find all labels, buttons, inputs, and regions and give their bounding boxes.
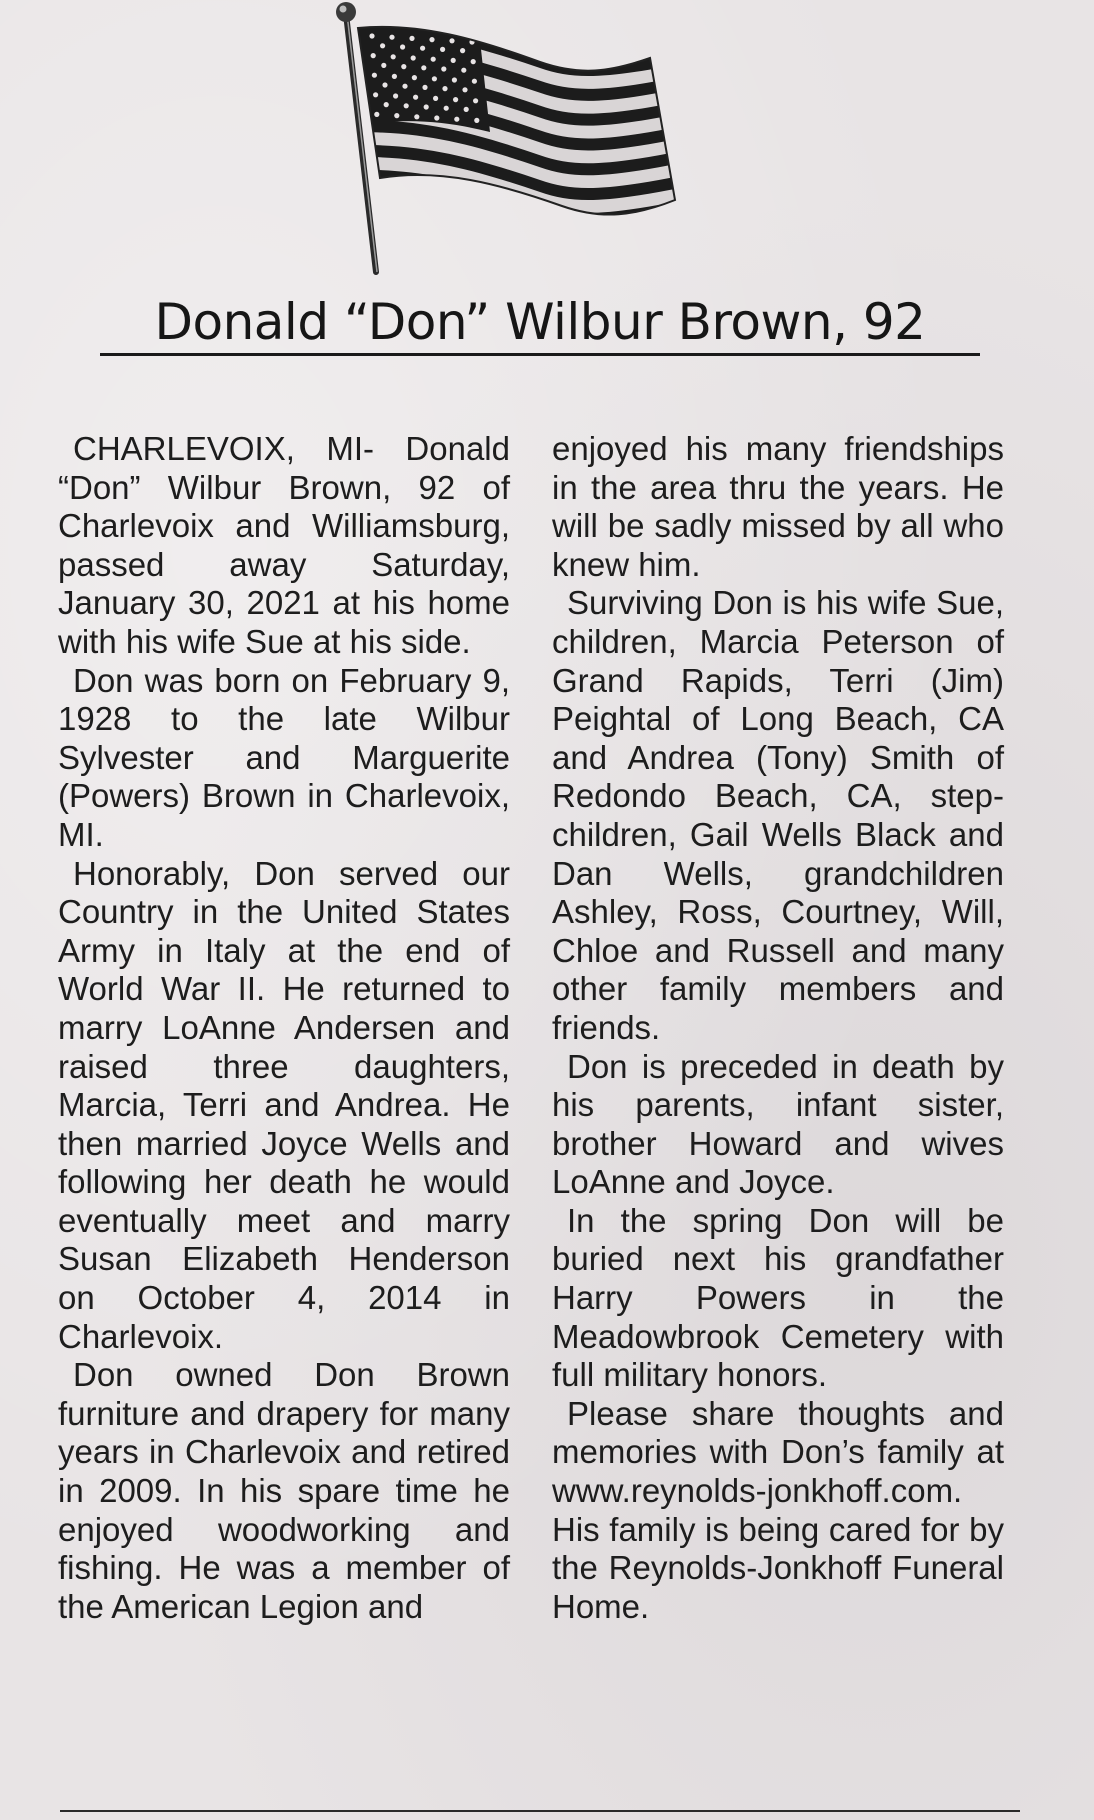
flag-star [369, 33, 374, 38]
flag-star [424, 104, 429, 109]
flag-star [381, 63, 386, 68]
flag-star [413, 95, 418, 100]
flag-star [372, 73, 377, 78]
flag-star [402, 84, 407, 89]
paragraph: Don was born on February 9, 1928 to the late Wilbur Sylvester and Marguerite (Powers) Brown in Charlevoix, MI. [58, 661, 510, 853]
flag-star [432, 76, 437, 81]
paragraph: Honorably, Don served our Country in the United States Army in Italy at the end of World War II. He returned to marry LoAnne Andersen and raised three daughters, Marcia, Terri and Andrea. He then married Joyce Wells and following her death he would eventually meet and marry Susan Elizabeth Henderson on October 4, 2014 in Charlevoix. [58, 854, 510, 1355]
flag-star [429, 37, 434, 42]
obituary-headline: Donald “Don” Wilbur Brown, 92 [100, 293, 980, 356]
flag-star [472, 79, 477, 84]
flag-star [371, 53, 376, 58]
flag-star [440, 47, 445, 52]
right-column [552, 430, 1004, 1626]
flag-star [411, 55, 416, 60]
flag-star [420, 46, 425, 51]
flag-star [382, 82, 387, 87]
american-flag-icon [330, 0, 730, 285]
paragraph: In the spring Don will be buried next his grandfather Harry Powers in the Meadowbrook Cemetery with full military honors. [552, 1201, 1004, 1394]
paragraph: Surviving Don is his wife Sue, children, Marcia Peterson of Grand Rapids, Terri (Jim) Peightal of Long Beach, CA and Andrea (Tony) Smith of Redondo Beach, CA, step-children, Gail Wells Black and Dan Wells, grandchildren Ashley, Ross, Courtney, Will, Chloe and Russell and many other family members and friends. [552, 584, 1004, 1046]
flag-star [449, 38, 454, 43]
flag-star [380, 43, 385, 48]
flag-star [460, 48, 465, 53]
bottom-rule [60, 1810, 1020, 1812]
flag-star [374, 112, 379, 117]
flag-star [384, 102, 389, 107]
flag-star [401, 64, 406, 69]
flag-star [453, 97, 458, 102]
flag-star [454, 117, 459, 122]
flag-star [373, 92, 378, 97]
flag-star [444, 106, 449, 111]
flag-star [409, 36, 414, 41]
flag-star [389, 35, 394, 40]
flag-star [434, 115, 439, 120]
flag-star [441, 66, 446, 71]
paragraph: enjoyed his many friendships in the area thru the years. He will be sadly missed by all who knew him. [552, 430, 1004, 583]
flag-star [414, 114, 419, 119]
flag-star [393, 93, 398, 98]
flag-star [400, 44, 405, 49]
flag-star [462, 87, 467, 92]
paragraph: Don is preceded in death by his parents, infant sister, brother Howard and wives LoAnne and Joyce. [552, 1047, 1004, 1201]
flag-star [404, 103, 409, 108]
flag-star [471, 59, 476, 64]
flag-star [394, 113, 399, 118]
flag-star [452, 77, 457, 82]
left-column [58, 430, 510, 1626]
flag-star [412, 75, 417, 80]
flag-star [431, 57, 436, 62]
flag-star [392, 74, 397, 79]
flag-star [473, 98, 478, 103]
paragraph: Don owned Don Brown furniture and drapery for many years in Charlevoix and retired in 2009. In his spare time he enjoyed woodworking and fishing. He was a member of the American Legion and [58, 1356, 510, 1625]
flag-star [422, 85, 427, 90]
flag-star [391, 54, 396, 59]
flag-star [442, 86, 447, 91]
flag-star [433, 96, 438, 101]
flag-star [451, 58, 456, 63]
flag-star [461, 68, 466, 73]
flag-star [421, 65, 426, 70]
flag-star [464, 107, 469, 112]
flag-star [474, 118, 479, 123]
paragraph: Please share thoughts and memories with Don’s family at www.reynolds-jonkhoff.com. His family is being cared for by the Reynolds-Jonkhoff Funeral Home. [552, 1394, 1004, 1625]
paragraph: CHARLEVOIX, MI- Donald “Don” Wilbur Brown, 92 of Charlevoix and Williamsburg, passed away Saturday, January 30, 2021 at his home with his wife Sue at his side. [58, 430, 510, 660]
